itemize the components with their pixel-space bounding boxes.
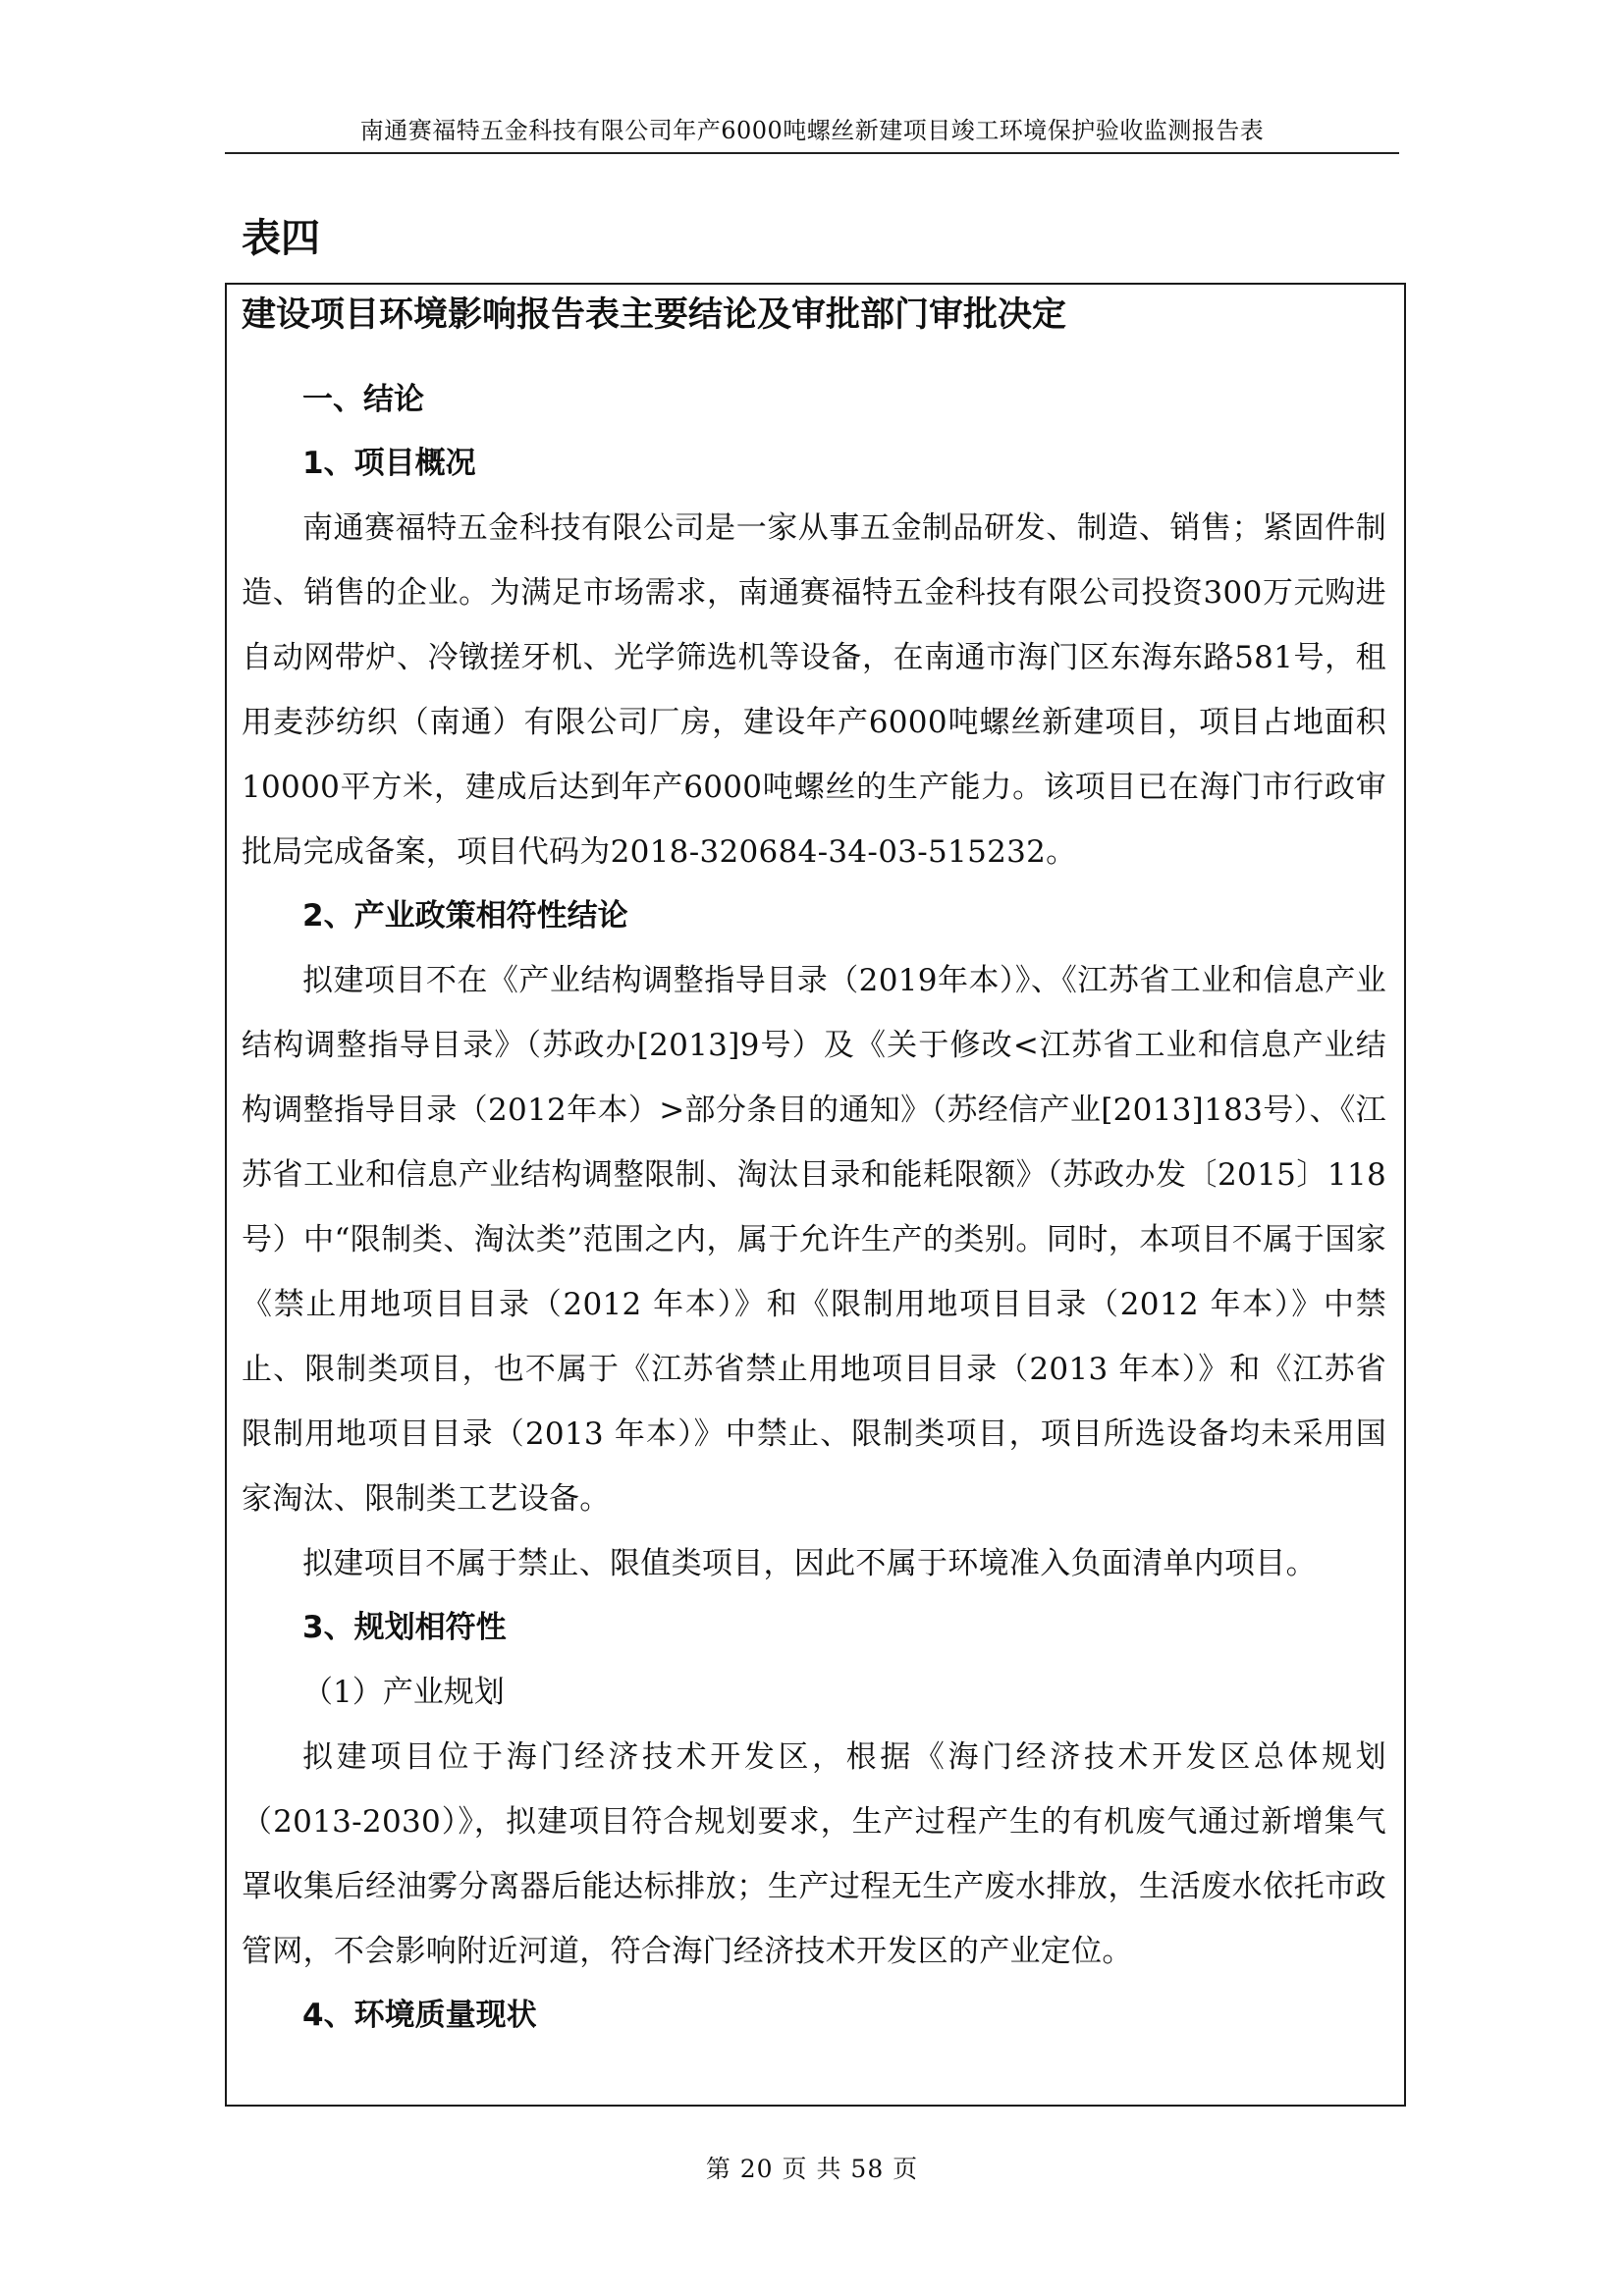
section-1-paragraph: 南通赛福特五金科技有限公司是一家从事五金制品研发、制造、销售；紧固件制造、销售的企业。为满足市场需求，南通赛福特五金科技有限公司投资300万元购进自动网带炉、冷镦搓牙机、光学筛选机等设备，在南通市海门区东海东路581号，租用麦莎纺织（南通）有限公司厂房，建设年产6000吨螺丝新建项目，项目占地面积10000平方米，建成后达到年产6000吨螺丝的生产能力。该项目已在海门市行政审批局完成备案，项目代码为2018-320684-34-03-515232。 <box>242 510 1386 870</box>
header-divider <box>225 152 1399 154</box>
page-number: 第 20 页 共 58 页 <box>705 2155 919 2183</box>
section-2-heading: 2、产业政策相符性结论 <box>302 898 628 934</box>
section-3-paragraph: 拟建项目位于海门经济技术开发区，根据《海门经济技术开发区总体规划（2013-2030）》，拟建项目符合规划要求，生产过程产生的有机废气通过新增集气罩收集后经油雾分离器后能达标排放；生产过程无生产废水排放，生活废水依托市政管网，不会影响附近河道，符合海门经济技术开发区的产业定位。 <box>242 1739 1386 1969</box>
running-header-title: 南通赛福特五金科技有限公司年产6000吨螺丝新建项目竣工环境保护验收监测报告表 <box>359 117 1265 144</box>
table-label: 表四 <box>242 216 320 261</box>
conclusion-heading: 一、结论 <box>302 382 424 417</box>
box-title: 建设项目环境影响报告表主要结论及审批部门审批决定 <box>242 295 1067 335</box>
section-2-paragraph-1: 拟建项目不在《产业结构调整指导目录（2019年本）》、《江苏省工业和信息产业结构调整指导目录》（苏政办[2013]9号）及《关于修改<江苏省工业和信息产业结构调整指导目录（2012年本）>部分条目的通知》（苏经信产业[2013]183号）、《江苏省工业和信息产业结构调整限制、淘汰目录和能耗限额》（苏政办发〔2015〕118号）中“限制类、淘汰类”范围之内，属于允许生产的类别。同时，本项目不属于国家《禁止用地项目目录（2012 年本）》和《限制用地项目目录（2012 年本）》中禁止、限制类项目，也不属于《江苏省禁止用地项目目录（2013 年本）》和《江苏省限制用地项目目录（2013 年本）》中禁止、限制类项目，项目所选设备均未采用国家淘汰、限制类工艺设备。 <box>242 963 1386 1517</box>
section-4-heading: 4、环境质量现状 <box>302 1998 537 2033</box>
section-3-subheading: （1）产业规划 <box>302 1675 505 1710</box>
section-2-paragraph-2: 拟建项目不属于禁止、限值类项目，因此不属于环境准入负面清单内项目。 <box>302 1546 1317 1581</box>
section-1-heading: 1、项目概况 <box>302 446 476 481</box>
section-3-heading: 3、规划相符性 <box>302 1610 507 1645</box>
document-body <box>242 368 1386 2048</box>
